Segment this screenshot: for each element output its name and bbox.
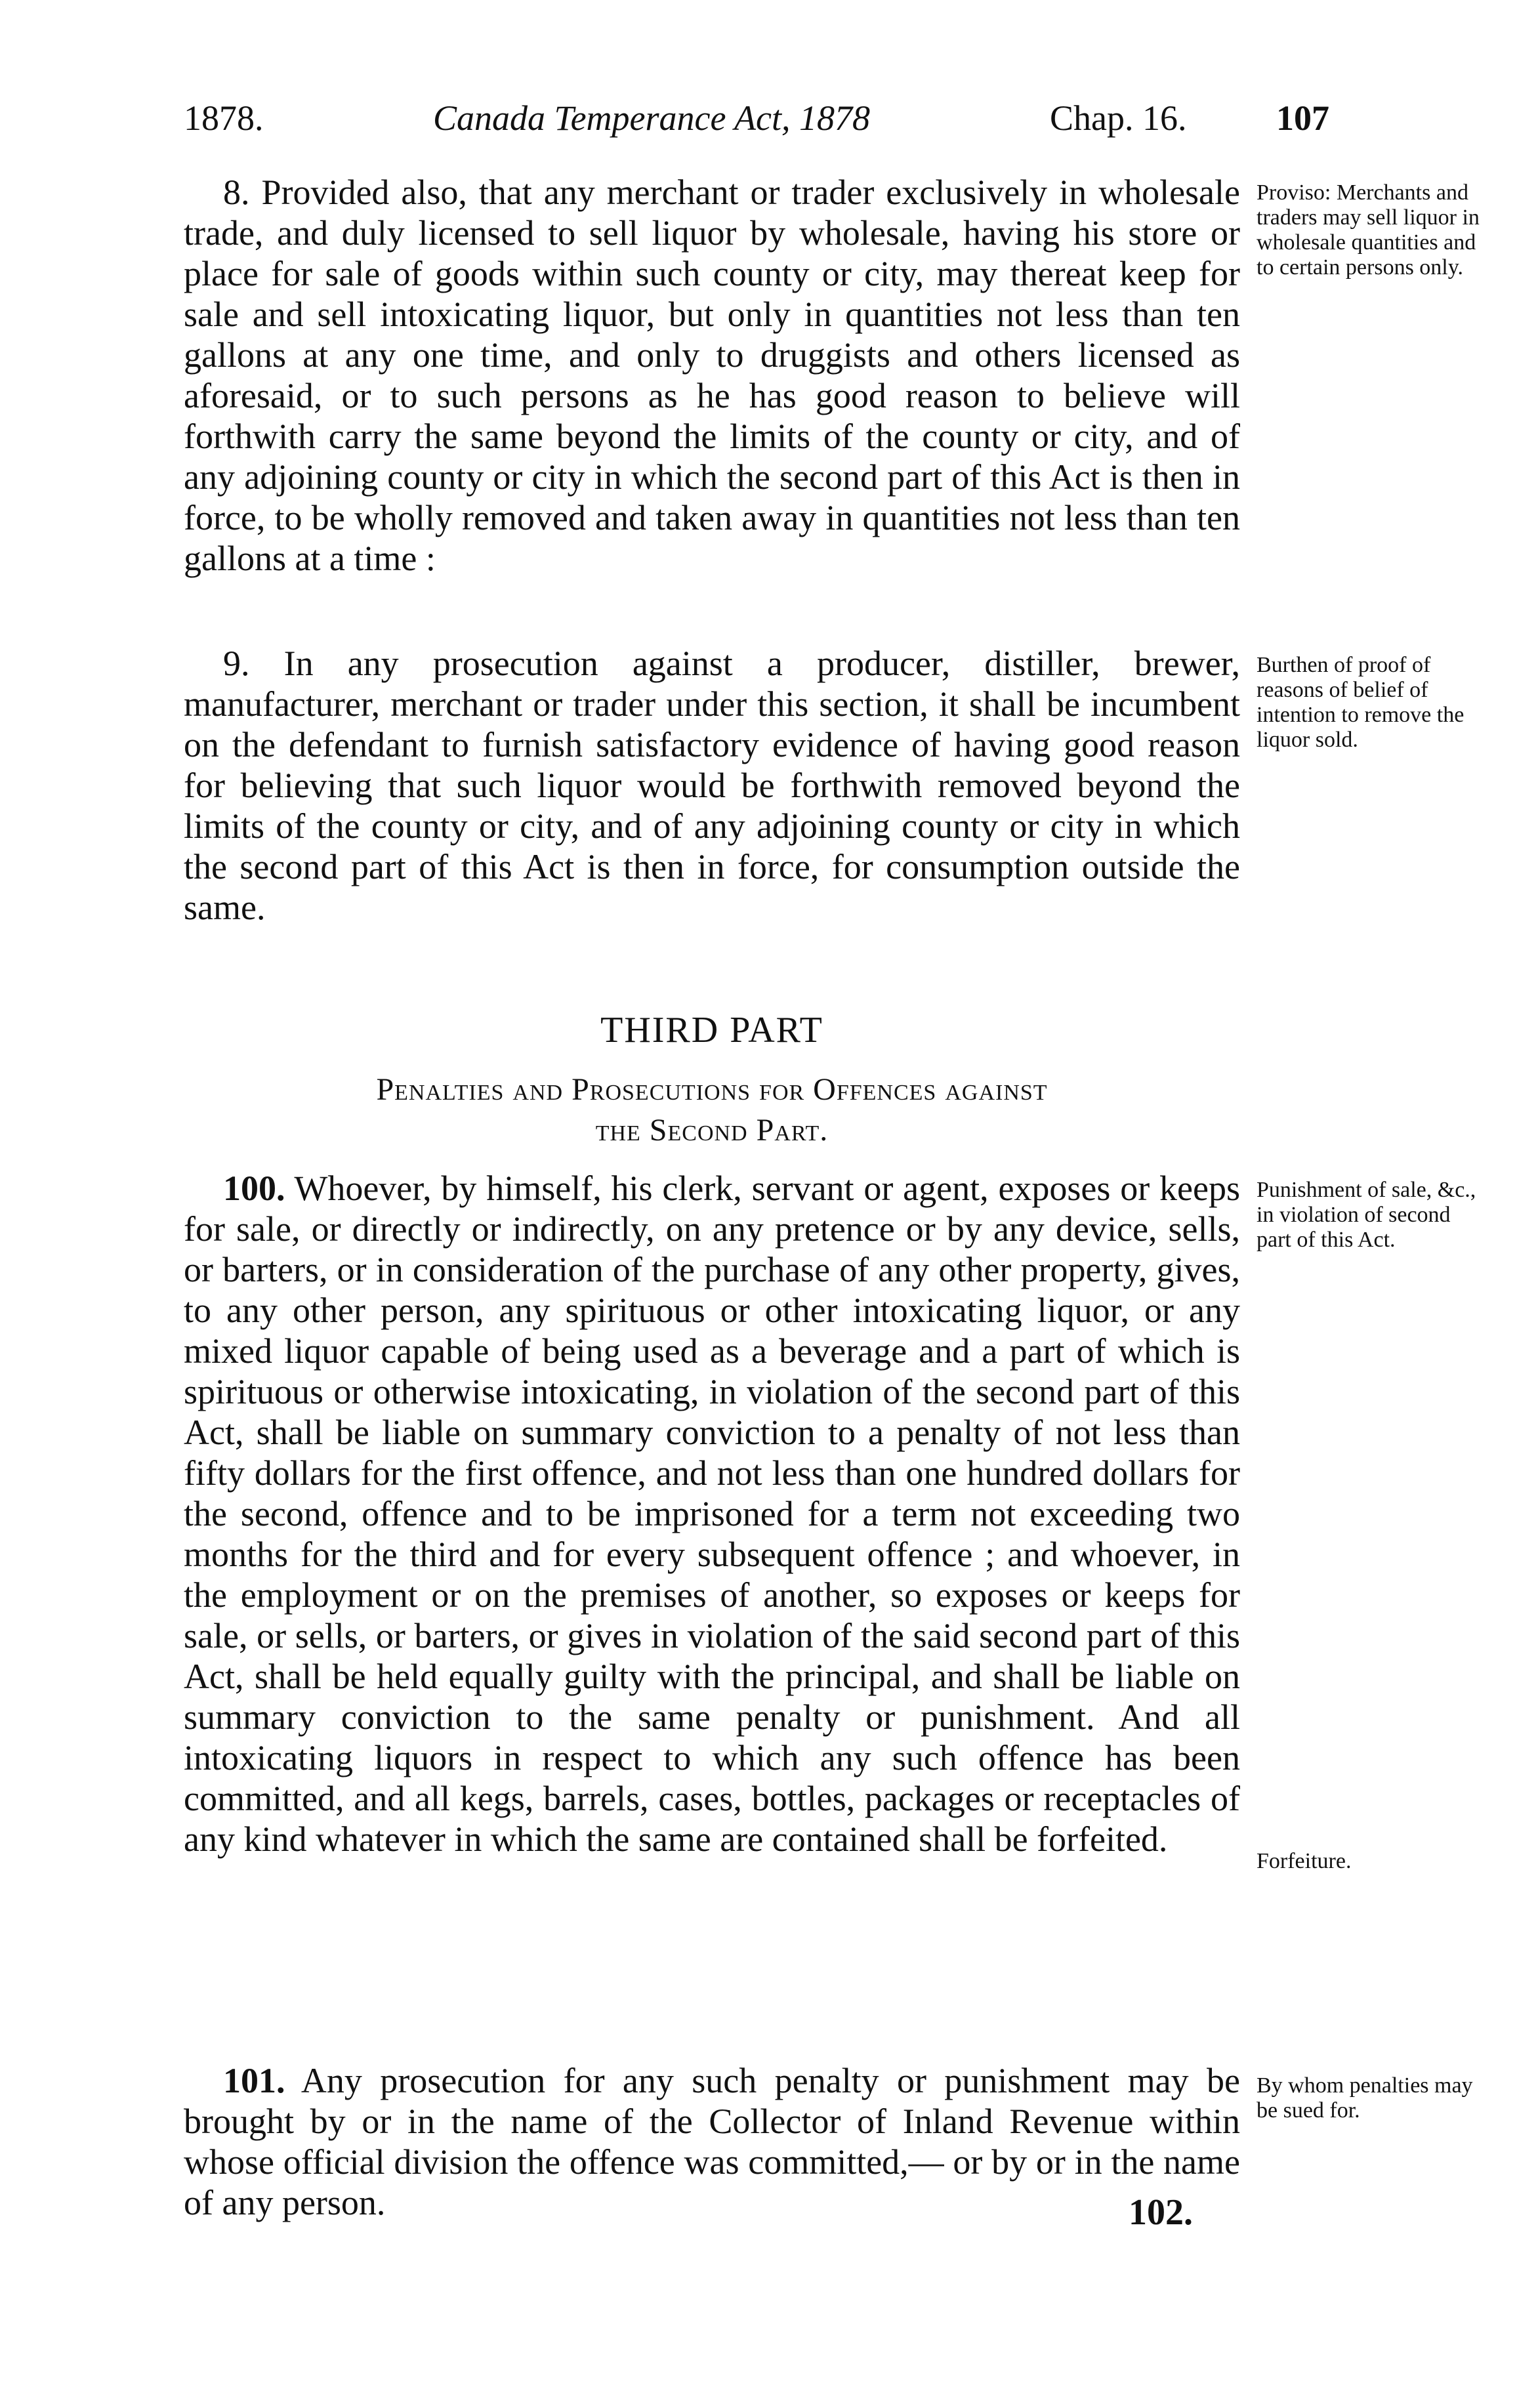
header-chapter: Chap. 16. bbox=[1050, 98, 1187, 138]
margin-note-section-9: Burthen of proof of reasons of belief of intention to remove the liquor sold. bbox=[1257, 653, 1465, 752]
part-subtitle-line-2: the Second Part. bbox=[595, 1113, 829, 1148]
section-101-text bbox=[184, 2060, 1240, 2223]
margin-note-forfeiture: Forfeiture. bbox=[1257, 1849, 1352, 1873]
section-100-number: 100. bbox=[223, 1169, 285, 1208]
part-subtitle bbox=[184, 1069, 1240, 1151]
running-head bbox=[184, 92, 1365, 144]
catchword: 102. bbox=[1129, 2192, 1193, 2233]
section-9-text: 9. In any prosecution against a producer, distiller, brewer, manufacturer, merchant or trader under this section, it shall be incumbent on the defendant to furnish satisfactory evidence of having good reason for believing that such liquor would be forthwith removed beyond the limits of the county or city, and of any adjoining county or city in which the second part of this Act is then in force, for consumption outside the same. bbox=[184, 644, 1240, 927]
section-101-number: 101. bbox=[223, 2061, 285, 2100]
part-subtitle-line-1: Penalties and Prosecutions for Offences against bbox=[376, 1072, 1048, 1107]
section-100-body: Whoever, by himself, his clerk, servant or agent, exposes or keeps for sale, or directly or indirectly, on any pretence or by any device, sells, or barters, or in consideration of the purchase of any other property, gives, to any other person, any spirituous or other intoxicating liquor, or any mixed liquor capable of being used as a beverage and a part of which is spirituous or otherwise intoxicating, in violation of the second part of this Act, shall be liable on summary conviction to a penalty of not less than fifty dollars for the first offence, and not less than one hundred dollars for the second, offence and to be imprisoned for a term not exceeding two months for the third and for every subsequent offence ; and whoever, in the employment or on the premises of another, so exposes or keeps for sale, or sells, or barters, or gives in violation of the said second part of this Act, shall be held equally guilty with the principal, and shall be liable on summary conviction to the same penalty or punishment. And all intoxicating liquors in respect to which any such offence has been committed, and all kegs, barrels, cases, bottles, packages or receptacles of any kind whatever in which the same are contained shall be forfeited. bbox=[184, 1169, 1240, 1859]
section-100-text bbox=[184, 1168, 1240, 1859]
part-heading: THIRD PART bbox=[600, 1010, 823, 1050]
margin-note-section-8: Proviso: Merchants and traders may sell liquor in wholesale quantities and to certain persons only. bbox=[1257, 180, 1480, 280]
page-number: 107 bbox=[1276, 98, 1329, 138]
margin-note-section-100: Punishment of sale, &c., in violation of second part of this Act. bbox=[1257, 1178, 1476, 1252]
header-year: 1878. bbox=[184, 98, 264, 138]
margin-note-section-101: By whom penalties may be sued for. bbox=[1257, 2073, 1473, 2123]
section-8-text: 8. Provided also, that any merchant or trader exclusively in wholesale trade, and duly licensed to sell liquor by wholesale, having his store or place for sale of goods within such county or city, may thereat keep for sale and sell intoxicating liquor, but only in quantities not less than ten gallons at any one time, and only to druggists and others licensed as aforesaid, or to such persons as he has good reason to believe will forthwith carry the same beyond the limits of the county or city, and of any adjoining county or city in which the second part of this Act is then in force, to be wholly removed and taken away in quantities not less than ten gallons at a time : bbox=[184, 173, 1240, 578]
section-101-body: Any prosecution for any such penalty or punishment may be brought by or in the name of the Collector of Inland Revenue within whose official division the offence was committed,— or by or in the name of any person. bbox=[184, 2061, 1240, 2222]
header-title: Canada Temperance Act, 1878 bbox=[433, 98, 870, 138]
